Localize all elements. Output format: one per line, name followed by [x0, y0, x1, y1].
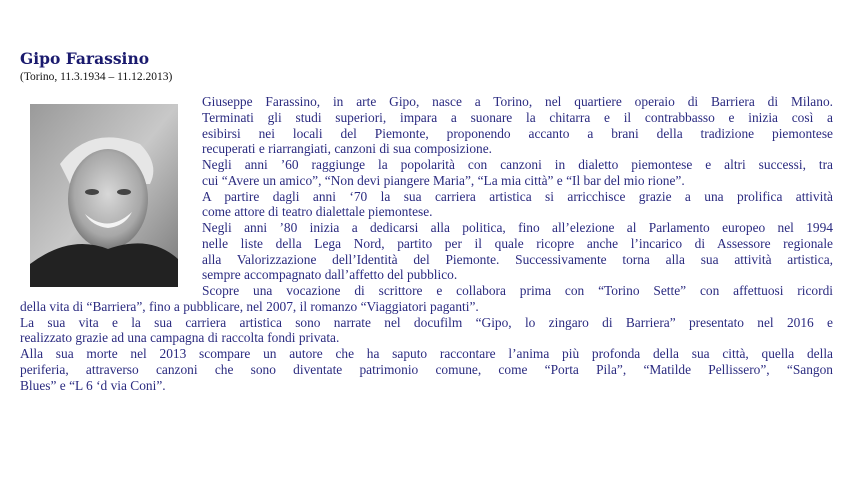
biography-line: nelle liste della Lega Nord, partito per il quale ricopre anche l’incarico di Assessore regionale — [202, 235, 833, 251]
biography-line: sempre accompagnato dall’affetto del pubblico. — [202, 267, 458, 283]
biography-line: Negli anni ’80 inizia a dedicarsi alla politica, fino all’elezione al Parlamento europeo nel 1994 — [202, 220, 833, 235]
portrait-photo — [30, 104, 178, 287]
biography-line: A partire dagli anni ‘70 la sua carriera artistica si arricchisce grazie a una prolifica attività — [202, 188, 833, 204]
biography-line: realizzato grazie ad una campagna di raccolta fondi privata. — [20, 330, 340, 346]
biography-line: esibirsi nei locali del Piemonte, proponendo accanto a brani della tradizione piemontese — [202, 125, 833, 141]
biography-line: Giuseppe Farassino, in arte Gipo, nasce a Torino, nel quartiere operaio di Barriera di Milano. — [202, 94, 833, 109]
biography-line: Blues” e “L 6 ‘d via Coni”. — [20, 377, 166, 393]
biography-line: come attore di teatro dialettale piemontese. — [202, 204, 433, 220]
biography-line: La sua vita e la sua carriera artistica sono narrate nel docufilm “Gipo, lo zingaro di Barriera” presentato nel 2016 e — [20, 314, 833, 330]
life-dates: (Torino, 11.3.1934 – 11.12.2013) — [20, 71, 173, 83]
biography-line: Scopre una vocazione di scrittore e collabora prima con “Torino Sette” con affettuosi ricordi — [202, 283, 833, 298]
biography-line: Alla sua morte nel 2013 scompare un autore che ha saputo raccontare l’anima più profonda della sua città, quella della — [20, 346, 833, 361]
biography-line: cui “Avere un amico”, “Non devi piangere Maria”, “La mia città” e “Il bar del mio rione”. — [202, 172, 685, 188]
biography-line: recuperati e riarrangiati, canzoni di sua composizione. — [202, 141, 493, 157]
biography-line: della vita di “Barriera”, fino a pubblicare, nel 2007, il romanzo “Viaggiatori paganti”. — [20, 298, 479, 314]
biography-line: Terminati gli studi superiori, impara a suonare la chitarra e il contrabbasso e inizia così a — [202, 109, 833, 125]
page-title: Gipo Farassino — [20, 49, 150, 68]
biography-line: alla Valorizzazione dell’Identità del Piemonte. Successivamente torna alla sua attività artistica, — [202, 251, 833, 267]
biography-line: Negli anni ’60 raggiunge la popolarità con canzoni in dialetto piemontese e altri successi, tra — [202, 157, 833, 172]
biography-line: periferia, attraverso canzoni che sono diventate patrimonio comune, come “Porta Pila”, “Matilde Pellissero”, “Sangon — [20, 361, 833, 377]
